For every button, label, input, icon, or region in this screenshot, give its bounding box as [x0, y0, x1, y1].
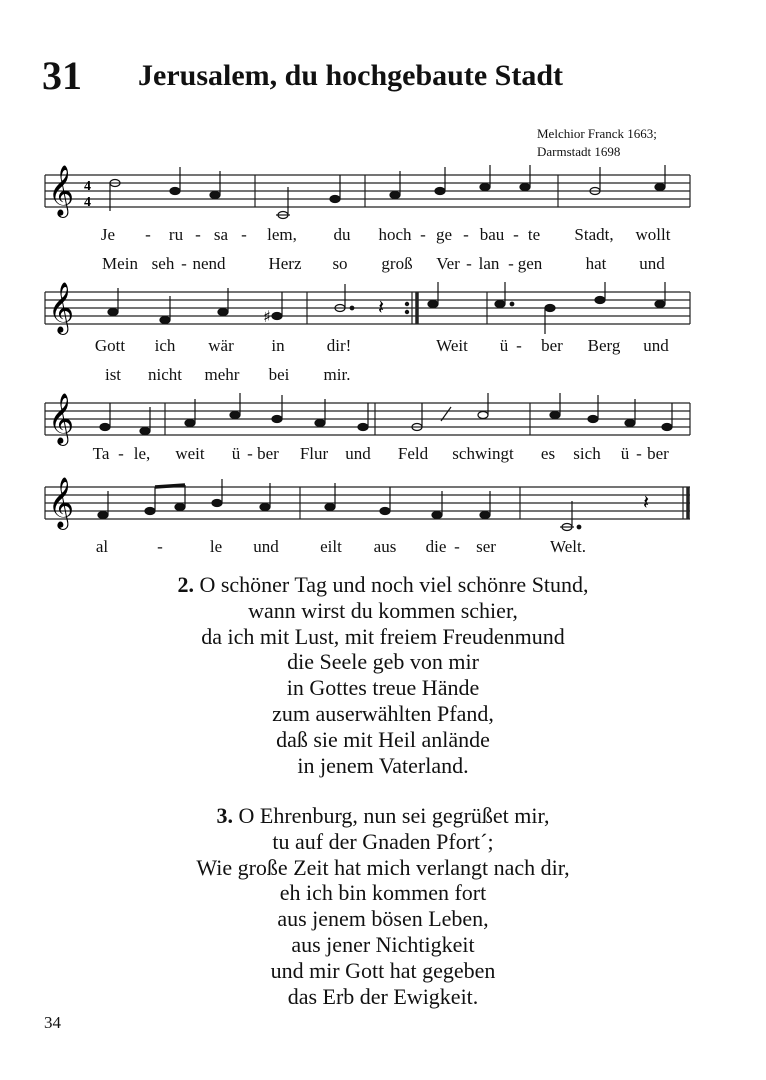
verse-number: 3.: [216, 803, 234, 828]
lyric-syllable: und: [639, 254, 665, 273]
verse-text: O Ehrenburg, nun sei gegrüßet mir,: [238, 803, 550, 828]
lyric-syllable: mir.: [323, 365, 351, 384]
lyric-syllable: Herz: [268, 254, 302, 273]
lyric-syllable: ru: [168, 225, 184, 244]
quarter-rest-icon: 𝄽: [378, 295, 385, 319]
time-signature-bottom: 4: [84, 195, 91, 210]
lyric-syllable: groß: [381, 254, 413, 273]
lyric-syllable: ser: [476, 537, 496, 556]
composer-credit: [537, 125, 657, 161]
verse-line: tu auf der Gnaden Pfort´;: [272, 828, 494, 854]
lyric-hyphen: -: [157, 537, 163, 556]
lyric-syllable: schwingt: [452, 444, 514, 463]
lyric-syllable: Gott: [94, 336, 126, 355]
verse-line: daß sie mit Heil anlände: [276, 726, 490, 752]
lyric-syllable: weit: [175, 444, 205, 463]
lyric-syllable: lan: [478, 254, 500, 273]
lyric-syllable: bei: [268, 365, 290, 384]
hymn-number: 31: [42, 53, 82, 98]
verse-3: [0, 803, 766, 1009]
time-signature-top: 4: [84, 179, 91, 194]
lyric-syllable: Ver: [436, 254, 460, 273]
verse-line: Wie große Zeit hat mich verlangt nach dir,: [196, 854, 570, 880]
lyric-syllable: und: [643, 336, 669, 355]
lyric-syllable: nend: [192, 254, 226, 273]
verse-text: O schöner Tag und noch viel schönre Stund,: [199, 572, 589, 597]
lyric-syllable: Feld: [397, 444, 429, 463]
lyric-syllable: ist: [104, 365, 122, 384]
lyric-syllable: und: [345, 444, 371, 463]
lyric-syllable: bau: [479, 225, 505, 244]
lyric-syllable: es: [540, 444, 556, 463]
lyric-syllable: ü: [231, 444, 241, 463]
verse-line: zum auserwählten Pfand,: [272, 700, 494, 726]
lyric-syllable: al: [95, 537, 109, 556]
lyric-hyphen: -: [241, 225, 247, 244]
lyric-hyphen: -: [466, 254, 472, 273]
credit-line: Melchior Franck 1663;: [537, 126, 657, 141]
lyric-syllable: du: [333, 225, 351, 244]
verse-line: da ich mit Lust, mit freiem Freudenmund: [201, 623, 565, 649]
verse-line: das Erb der Ewigkeit.: [287, 983, 479, 1009]
lyric-syllable: nicht: [148, 365, 182, 384]
lyric-hyphen: -: [516, 336, 522, 355]
lyric-syllable: in: [271, 336, 285, 355]
verse-line: in Gottes treue Hände: [286, 675, 480, 701]
lyric-syllable: Mein: [102, 254, 138, 273]
lyric-hyphen: -: [636, 444, 642, 463]
lyric-syllable: hoch: [378, 225, 412, 244]
lyric-syllable: seh: [151, 254, 175, 273]
lyric-syllable: te: [527, 225, 541, 244]
lyric-hyphen: -: [181, 254, 187, 273]
lyric-syllable: Berg: [587, 336, 621, 355]
quarter-rest-icon: 𝄽: [643, 490, 650, 514]
lyric-syllable: und: [253, 537, 279, 556]
lyric-syllable: ü: [620, 444, 630, 463]
lyric-hyphen: -: [463, 225, 469, 244]
lyric-syllable: Flur: [299, 444, 329, 463]
lyric-syllable: wollt: [635, 225, 671, 244]
verse-line: wann wirst du kommen schier,: [248, 597, 518, 623]
lyric-syllable: sich: [573, 444, 601, 463]
lyric-syllable: lem,: [267, 225, 297, 244]
lyric-syllable: Je: [100, 225, 116, 244]
lyric-hyphen: -: [513, 225, 519, 244]
verse-line: aus jenem bösen Leben,: [277, 906, 489, 932]
verse-line: in jenem Vaterland.: [297, 752, 469, 778]
lyric-syllable: hat: [585, 254, 607, 273]
lyric-syllable: so: [332, 254, 348, 273]
lyric-hyphen: -: [454, 537, 460, 556]
verse-line: und mir Gott hat gegeben: [270, 957, 496, 983]
lyric-syllable: ber: [257, 444, 279, 463]
lyric-syllable: ü: [499, 336, 509, 355]
treble-clef-icon: 𝄞: [48, 393, 75, 444]
verse-line: eh ich bin kommen fort: [279, 880, 487, 906]
hymn-title: Jerusalem, du hochgebaute Stadt: [138, 59, 564, 92]
verse-line: aus jener Nichtigkeit: [291, 931, 475, 957]
lyric-syllable: dir!: [326, 336, 352, 355]
lyric-syllable: le,: [133, 444, 151, 463]
music-staff-2: [45, 282, 690, 342]
lyric-syllable: Weit: [436, 336, 468, 355]
sharp-icon: ♯: [263, 307, 271, 326]
lyric-hyphen: -: [145, 225, 151, 244]
lyric-syllable: Ta: [92, 444, 110, 463]
page-number: 34: [44, 1013, 61, 1032]
lyric-syllable: le: [209, 537, 223, 556]
verse-line: [0, 803, 766, 829]
verse-line: [0, 572, 766, 598]
lyric-hyphen: -: [195, 225, 201, 244]
credit-line: Darmstadt 1698: [537, 144, 621, 159]
treble-clef-icon: 𝄞: [48, 165, 75, 216]
lyric-syllable: Welt.: [550, 537, 586, 556]
lyric-syllable: gen: [517, 254, 543, 273]
verse-line: die Seele geb von mir: [287, 649, 479, 675]
verse-number: 2.: [177, 572, 194, 597]
lyric-hyphen: -: [247, 444, 253, 463]
lyric-hyphen: -: [420, 225, 426, 244]
treble-clef-icon: 𝄞: [48, 477, 75, 528]
lyric-syllable: sa: [213, 225, 229, 244]
verse-2: [0, 572, 766, 778]
lyric-syllable: ich: [154, 336, 176, 355]
lyric-hyphen: -: [508, 254, 514, 273]
lyric-hyphen: -: [118, 444, 124, 463]
lyric-syllable: mehr: [204, 365, 240, 384]
lyric-syllable: wär: [208, 336, 234, 355]
lyric-syllable: ge: [435, 225, 453, 244]
lyric-syllable: Stadt,: [574, 225, 614, 244]
lyric-syllable: ber: [541, 336, 563, 355]
lyric-syllable: aus: [373, 537, 397, 556]
lyric-syllable: eilt: [320, 537, 342, 556]
lyric-syllable: die: [425, 537, 447, 556]
music-staff-4: [45, 477, 690, 547]
lyric-syllable: ber: [647, 444, 669, 463]
treble-clef-icon: 𝄞: [48, 282, 75, 333]
